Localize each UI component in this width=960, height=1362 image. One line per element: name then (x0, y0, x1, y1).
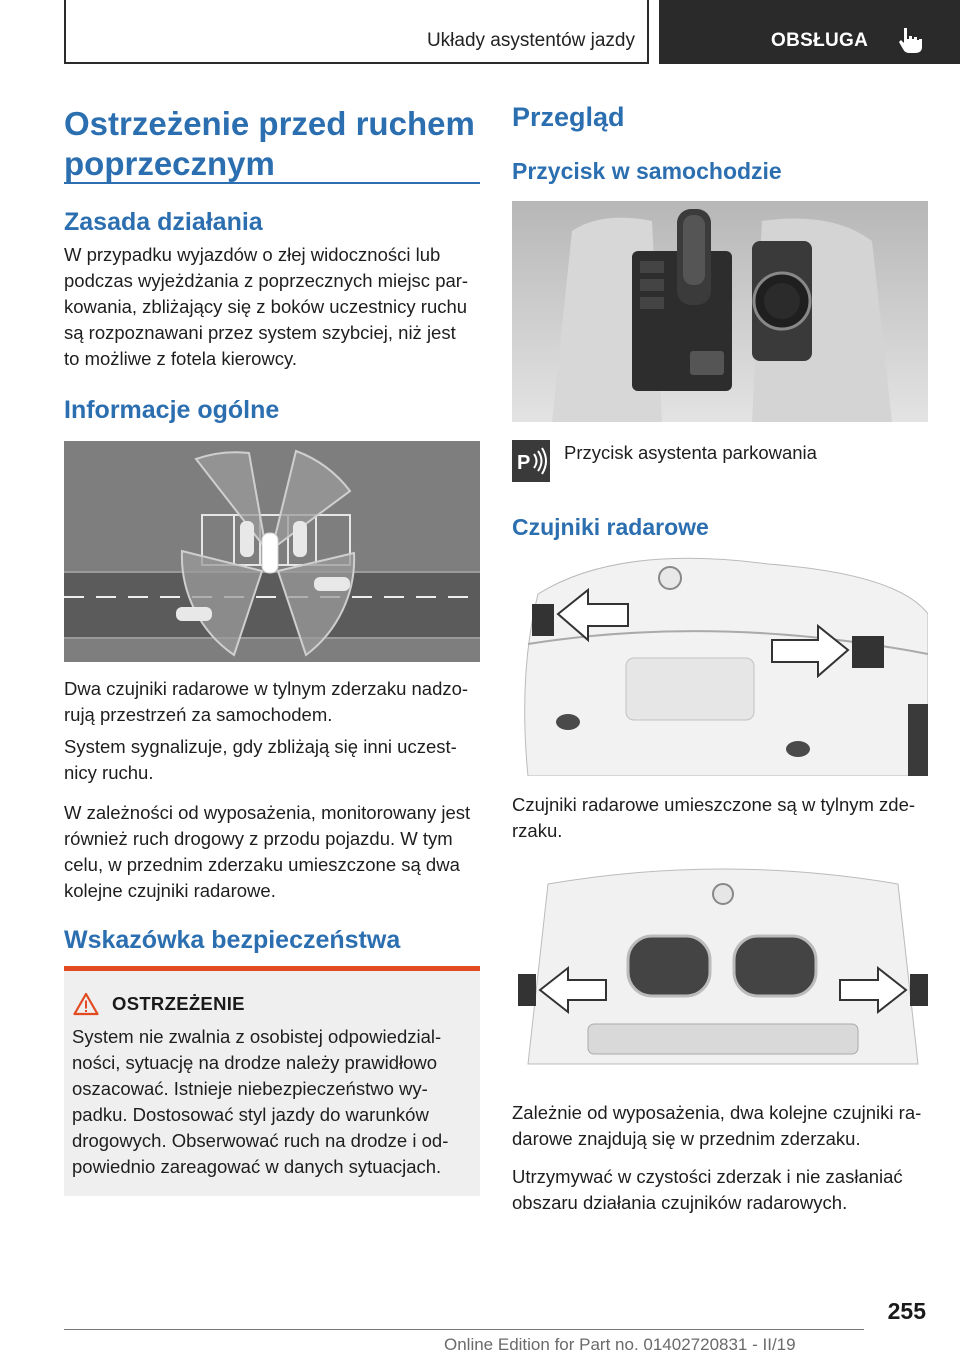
title-underline (64, 182, 480, 184)
center-console-photo (512, 201, 928, 422)
warning-text: System nie zwalnia z osobistej odpowiedzial- ności, sytuację na drodze należy prawidłowo oszacować. Istnieje niebezpieczeństwo wy- padku. Dostosować styl jazdy do warunków drogowych. Obserwować ruch na drodze i od- powiednio zareagować w danych sytuacjach. (72, 1026, 449, 1177)
section-tab-label: OBSŁUGA (771, 30, 869, 51)
footer-rule (64, 1329, 864, 1330)
section-tab[interactable] (659, 0, 960, 64)
warning-title: OSTRZEŻENIE (112, 993, 245, 1014)
svg-text:P: P (517, 452, 531, 474)
header-breadcrumb-box (64, 0, 649, 64)
rear-caption: Czujniki radarowe umieszczone są w tylnym zde- rzaku. (512, 794, 916, 841)
park-assist-icon (512, 440, 550, 482)
principle-text: W przypadku wyjazdów o złej widoczności lub podczas wyjeżdżania z poprzecznych miejsc par- kowania, zbliżający się z boków uczestnicy ruchu są rozpoznawani przez system szybciej, niż jest to możliwe z fotela kierowcy. (64, 244, 469, 369)
button-label: Przycisk asystenta parkowania (564, 442, 817, 463)
overview-heading: Przegląd (512, 102, 625, 132)
page-title: Ostrzeżenie przed ruchem poprzecznym (64, 105, 475, 182)
rear-bumper-photo (518, 554, 928, 776)
warning-triangle-icon (73, 992, 99, 1016)
radar-rear-paragraph: Dwa czujniki radarowe w tylnym zderzaku nadzo- rują przestrzeń za samochodem. (64, 678, 469, 725)
breadcrumb: Układy asystentów jazdy (426, 30, 635, 51)
radar-heading: Czujniki radarowe (512, 514, 709, 540)
cross-traffic-diagram (64, 441, 480, 662)
button-heading: Przycisk w samochodzie (512, 158, 782, 184)
keep-clean-text: Utrzymywać w czystości zderzak i nie zasłaniać obszaru działania czujników radarowych. (512, 1166, 903, 1213)
front-monitoring-paragraph: W zależności od wyposażenia, monitorowany jest również ruch drogowy z przodu pojazdu. W tym celu, w przednim zderzaku umieszczone są dwa kolejne czujniki radarowe. (64, 802, 471, 901)
safety-heading: Wskazówka bezpieczeństwa (64, 926, 401, 954)
principle-heading: Zasada działania (64, 208, 263, 236)
signal-paragraph: System sygnalizuje, gdy zbliżają się inni uczest- nicy ruchu. (64, 736, 457, 783)
page-number: 255 (887, 1298, 926, 1324)
general-info-heading: Informacje ogólne (64, 396, 280, 424)
front-caption: Zależnie od wyposażenia, dwa kolejne czujniki ra- darowe znajdują się w przednim zderzaku. (512, 1102, 922, 1149)
pointing-hand-icon (895, 25, 925, 55)
front-bumper-photo (518, 864, 928, 1086)
footer-edition: Online Edition for Part no. 01402720831 - II/19 (444, 1335, 796, 1354)
